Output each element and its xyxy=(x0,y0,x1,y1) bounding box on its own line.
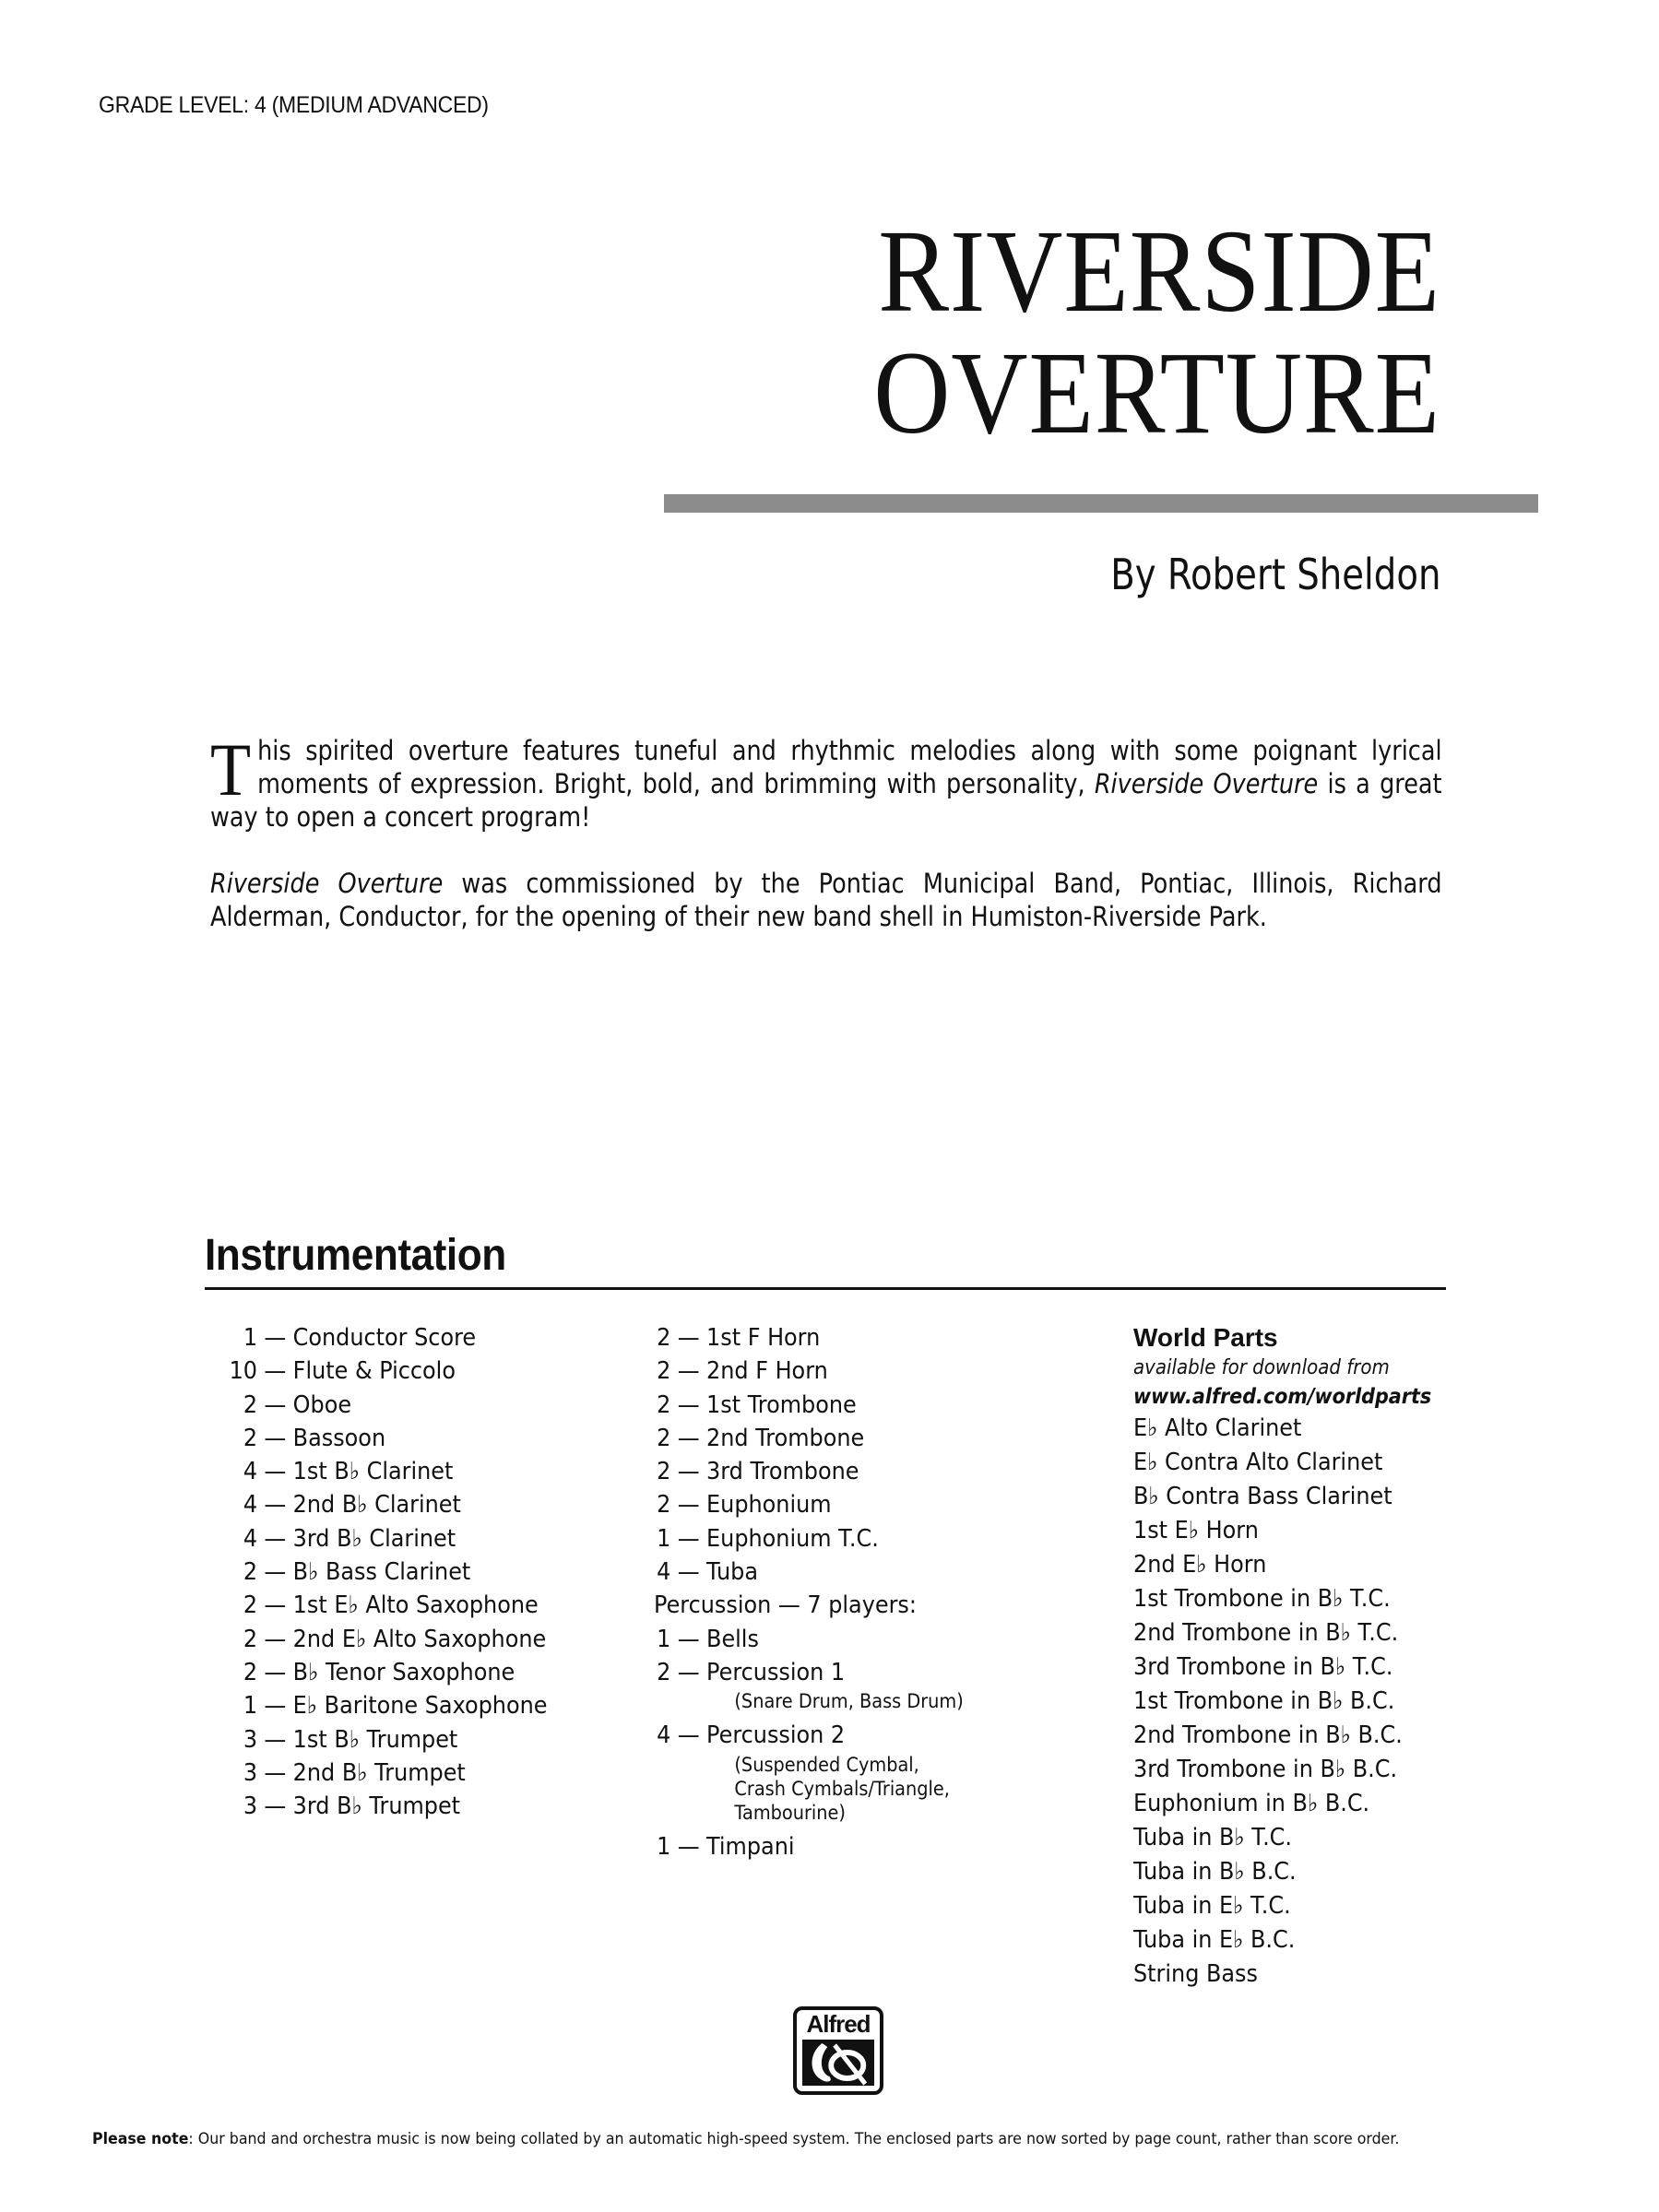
part-quantity: 2 xyxy=(657,1324,671,1352)
dash-separator: — xyxy=(677,1832,700,1861)
world-part-item: B♭ Contra Bass Clarinet xyxy=(1133,1483,1392,1510)
instrument-name: E♭ Baritone Saxophone xyxy=(292,1692,548,1721)
instrument-row xyxy=(654,1455,964,1488)
instrument-row xyxy=(654,1830,964,1863)
world-part-item: Tuba in E♭ T.C. xyxy=(1133,1892,1291,1920)
part-quantity: 2 xyxy=(657,1491,671,1520)
instrument-row xyxy=(654,1719,964,1752)
instrument-row xyxy=(205,1589,547,1622)
world-parts-url[interactable]: www.alfred.com/worldparts xyxy=(1133,1385,1432,1409)
instrument-row xyxy=(654,1555,964,1589)
part-quantity: 2 xyxy=(657,1390,671,1419)
world-part-item: 3rd Trombone in B♭ T.C. xyxy=(1133,1653,1393,1681)
percussion-detail: (Snare Drum, Bass Drum) xyxy=(734,1690,964,1713)
dash-separator: — xyxy=(264,1658,287,1686)
instrument-row xyxy=(205,1656,547,1689)
instrument-row xyxy=(205,1321,547,1354)
world-parts-subtitle: available for download from xyxy=(1133,1356,1390,1379)
world-part-item: E♭ Contra Alto Clarinet xyxy=(1133,1449,1383,1476)
percussion-heading: Percussion — 7 players: xyxy=(654,1591,917,1620)
instrument-row xyxy=(205,1689,547,1722)
dash-separator: — xyxy=(264,1357,287,1386)
part-quantity: 2 xyxy=(243,1625,258,1653)
world-part-item: 1st E♭ Horn xyxy=(1133,1517,1259,1544)
dash-separator: — xyxy=(264,1792,287,1821)
world-part-item: 2nd Trombone in B♭ T.C. xyxy=(1133,1619,1399,1647)
part-quantity: 4 xyxy=(657,1721,671,1750)
dash-separator: — xyxy=(264,1324,287,1352)
world-part-item: E♭ Alto Clarinet xyxy=(1133,1414,1302,1442)
instrument-name: 2nd B♭ Clarinet xyxy=(292,1491,461,1520)
dash-separator: — xyxy=(677,1390,700,1419)
instrument-name: 1st F Horn xyxy=(706,1324,821,1352)
instrument-row xyxy=(654,1488,964,1521)
dash-separator: — xyxy=(264,1725,287,1754)
piece-title xyxy=(873,206,1440,458)
world-parts-column xyxy=(1133,1321,1464,1992)
commission-text: was commissioned by the Pontiac Municipal Band, Pontiac, Illinois, Richard Alderman, Conductor, for the opening of their new band shell in Humiston-Riverside Park. xyxy=(210,868,1442,932)
dash-separator: — xyxy=(677,1625,700,1653)
instrument-name: Conductor Score xyxy=(292,1324,477,1352)
dash-separator: — xyxy=(677,1658,700,1686)
instrument-name: 1st B♭ Clarinet xyxy=(292,1458,454,1486)
percussion-detail: (Suspended Cymbal, xyxy=(734,1753,919,1776)
world-part-item: 1st Trombone in B♭ B.C. xyxy=(1133,1687,1395,1715)
instrument-row xyxy=(205,1723,547,1757)
dash-separator: — xyxy=(264,1692,287,1721)
note-label: Please note xyxy=(92,2130,189,2148)
percussion-detail: Tambourine) xyxy=(734,1801,846,1824)
dash-separator: — xyxy=(264,1524,287,1553)
dash-separator: — xyxy=(264,1558,287,1587)
instrument-row xyxy=(654,1623,964,1656)
instrument-row xyxy=(205,1790,547,1823)
instrument-row xyxy=(654,1354,964,1388)
title-line-2: OVERTURE xyxy=(873,327,1440,458)
part-quantity: 4 xyxy=(243,1524,258,1553)
dash-separator: — xyxy=(677,1424,700,1452)
world-part-item: String Bass xyxy=(1133,1960,1258,1988)
world-part-item: 2nd E♭ Horn xyxy=(1133,1551,1267,1579)
part-quantity: 1 xyxy=(657,1832,671,1861)
instrument-name: B♭ Bass Clarinet xyxy=(292,1558,471,1587)
instrument-row xyxy=(654,1522,964,1555)
description xyxy=(210,727,1442,966)
logo-swirl-icon xyxy=(802,2040,874,2086)
instrument-name: Bassoon xyxy=(292,1424,386,1452)
instrument-row xyxy=(654,1656,964,1689)
dash-separator: — xyxy=(264,1458,287,1486)
composer-byline: By Robert Sheldon xyxy=(1109,550,1440,599)
alfred-logo-icon xyxy=(793,2006,883,2095)
part-quantity: 4 xyxy=(243,1491,258,1520)
instrument-row xyxy=(654,1422,964,1455)
logo-text: Alfred xyxy=(806,2010,871,2038)
instrument-row xyxy=(205,1623,547,1656)
part-quantity: 3 xyxy=(243,1792,258,1821)
instrument-name: 3rd Trombone xyxy=(706,1458,859,1486)
part-quantity: 2 xyxy=(243,1591,258,1620)
instrument-list-column-1 xyxy=(205,1321,577,1823)
dash-separator: — xyxy=(677,1721,700,1750)
world-parts-list xyxy=(1133,1412,1464,1992)
part-quantity: 2 xyxy=(657,1458,671,1486)
part-quantity: 3 xyxy=(243,1758,258,1787)
dash-separator: — xyxy=(264,1591,287,1620)
world-part-item: Tuba in B♭ T.C. xyxy=(1133,1824,1292,1851)
logo-mark xyxy=(802,2040,874,2086)
instrument-name: Oboe xyxy=(292,1390,352,1419)
instrument-row xyxy=(205,1455,547,1488)
piece-name-italic: Riverside Overture xyxy=(210,868,444,899)
instrument-name: 2nd B♭ Trumpet xyxy=(292,1758,466,1787)
part-quantity: 2 xyxy=(243,1390,258,1419)
instrumentation-heading: Instrumentation xyxy=(205,1231,506,1280)
part-quantity: 4 xyxy=(243,1458,258,1486)
title-divider-bar xyxy=(664,494,1538,513)
description-text: his spirited overture features tuneful and rhythmic melodies along with some poignant lyrical moments of expression. Bright, bold, and brimming with personality, xyxy=(257,735,1442,799)
instrument-row xyxy=(205,1522,547,1555)
instrument-name: Percussion 1 xyxy=(706,1658,846,1686)
percussion-detail: Crash Cymbals/Triangle, xyxy=(734,1777,950,1800)
title-line-1: RIVERSIDE xyxy=(878,206,1440,337)
instrument-name: Bells xyxy=(706,1625,759,1653)
part-quantity: 3 xyxy=(243,1725,258,1754)
dash-separator: — xyxy=(677,1357,700,1386)
description-paragraph-2 xyxy=(210,867,1442,933)
dash-separator: — xyxy=(264,1758,287,1787)
description-paragraph-1 xyxy=(210,727,1442,834)
instrument-row xyxy=(205,1488,547,1521)
instrument-row xyxy=(205,1757,547,1790)
part-quantity: 2 xyxy=(657,1658,671,1686)
instrumentation-rule xyxy=(205,1287,1446,1290)
instrument-name: Euphonium T.C. xyxy=(706,1524,879,1553)
dash-separator: — xyxy=(677,1491,700,1520)
dash-separator: — xyxy=(264,1390,287,1419)
instrument-name: Percussion 2 xyxy=(706,1721,846,1750)
part-quantity: 1 xyxy=(657,1524,671,1553)
note-text: : Our band and orchestra music is now being collated by an automatic high-speed system. The enclosed parts are now sorted by page count, rather than score order. xyxy=(188,2130,1400,2148)
world-part-item: Euphonium in B♭ B.C. xyxy=(1133,1790,1370,1817)
instrument-name: 1st Trombone xyxy=(706,1390,857,1419)
instrument-name: 1st B♭ Trumpet xyxy=(292,1725,458,1754)
part-quantity: 1 xyxy=(243,1692,258,1721)
instrument-name: Euphonium xyxy=(706,1491,832,1520)
part-quantity: 4 xyxy=(657,1558,671,1587)
world-parts-title: World Parts xyxy=(1133,1323,1278,1352)
instrument-row xyxy=(205,1354,547,1388)
part-quantity: 2 xyxy=(657,1357,671,1386)
instrument-row xyxy=(205,1422,547,1455)
world-part-item: 3rd Trombone in B♭ B.C. xyxy=(1133,1756,1398,1783)
instrument-name: 3rd B♭ Trumpet xyxy=(292,1792,461,1821)
instrument-row xyxy=(654,1389,964,1422)
collation-note xyxy=(92,2130,1399,2148)
dash-separator: — xyxy=(677,1524,700,1553)
world-part-item: Tuba in E♭ B.C. xyxy=(1133,1926,1296,1954)
part-quantity: 2 xyxy=(243,1658,258,1686)
instrument-name: 3rd B♭ Clarinet xyxy=(292,1524,456,1553)
instrument-name: Timpani xyxy=(706,1832,795,1861)
dash-separator: — xyxy=(677,1558,700,1587)
dash-separator: — xyxy=(264,1424,287,1452)
instrument-list-column-2 xyxy=(654,1321,990,1863)
instrument-name: 2nd E♭ Alto Saxophone xyxy=(292,1625,547,1653)
world-part-item: 1st Trombone in B♭ T.C. xyxy=(1133,1585,1391,1613)
part-quantity: 2 xyxy=(243,1424,258,1452)
instrument-name: 2nd Trombone xyxy=(706,1424,865,1452)
instrument-name: B♭ Tenor Saxophone xyxy=(292,1658,515,1686)
drop-cap: T xyxy=(210,727,252,811)
world-part-item: 2nd Trombone in B♭ B.C. xyxy=(1133,1721,1403,1749)
instrument-row xyxy=(654,1321,964,1354)
instrument-row xyxy=(205,1555,547,1589)
description-text: is a great way to open a concert program! xyxy=(210,768,1442,833)
instrument-name: Flute & Piccolo xyxy=(292,1357,456,1386)
part-quantity: 10 xyxy=(229,1357,258,1386)
world-part-item: Tuba in B♭ B.C. xyxy=(1133,1858,1297,1886)
part-quantity: 1 xyxy=(657,1625,671,1653)
dash-separator: — xyxy=(677,1324,700,1352)
dash-separator: — xyxy=(264,1491,287,1520)
instrument-name: 1st E♭ Alto Saxophone xyxy=(292,1591,539,1620)
part-quantity: 2 xyxy=(243,1558,258,1587)
grade-level: GRADE LEVEL: 4 (MEDIUM ADVANCED) xyxy=(99,92,489,118)
instrument-name: 2nd F Horn xyxy=(706,1357,828,1386)
part-quantity: 1 xyxy=(243,1324,258,1352)
instrument-name: Tuba xyxy=(706,1558,759,1587)
dash-separator: — xyxy=(264,1625,287,1653)
piece-name-italic: Riverside Overture xyxy=(1094,768,1319,799)
dash-separator: — xyxy=(677,1458,700,1486)
part-quantity: 2 xyxy=(657,1424,671,1452)
instrument-row xyxy=(205,1389,547,1422)
